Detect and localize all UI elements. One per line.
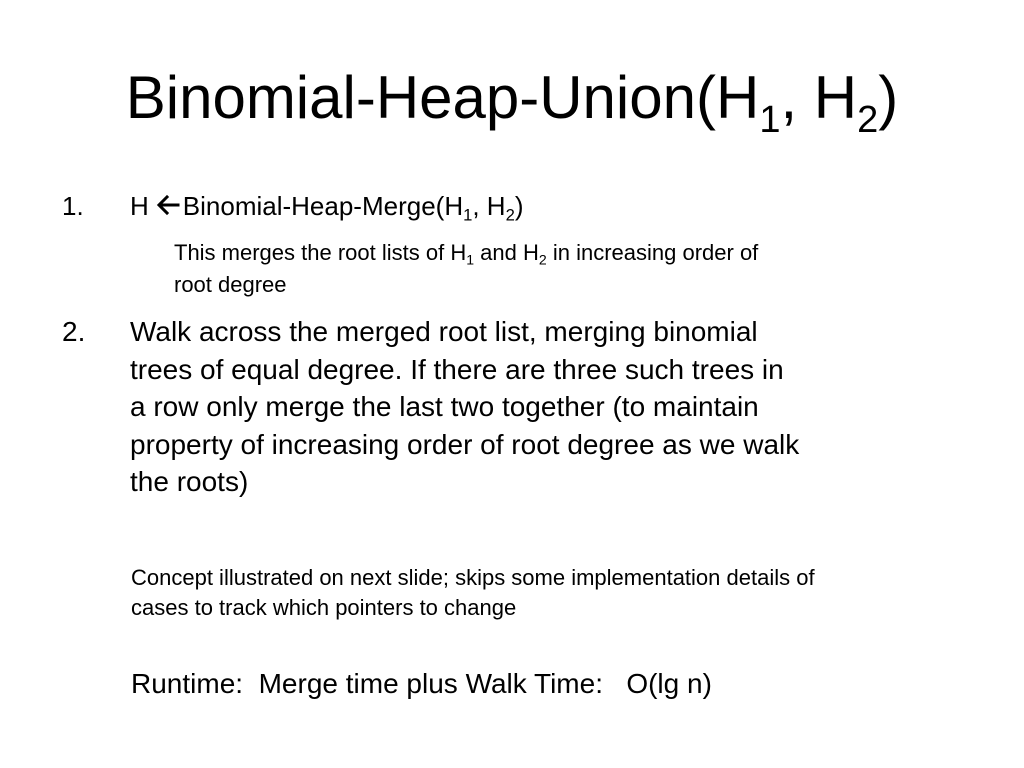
note1-subscript-1: 1 (466, 251, 475, 268)
note1-part2: and H (474, 240, 539, 265)
item1-note-line-1 (174, 237, 758, 269)
title-subscript-2: 2 (857, 99, 879, 141)
title-text: Binomial-Heap-Union(H (125, 64, 760, 131)
list-number-2: 2. (62, 316, 86, 347)
list-item-1 (62, 190, 524, 225)
item1-subscript-1: 1 (463, 205, 473, 225)
note1-subscript-2: 2 (538, 251, 547, 268)
concept-note-line: Concept illustrated on next slide; skips some implementation details of (131, 565, 815, 590)
item2-line: the roots) (130, 466, 249, 497)
item1-note (174, 237, 758, 301)
concept-note (131, 563, 815, 623)
item2-line: a row only merge the last two together (to maintain (130, 391, 759, 422)
item1-text: Binomial-Heap-Merge(H (182, 191, 464, 221)
list-number-1: 1. (62, 191, 84, 221)
title-close: ) (878, 64, 899, 131)
item2-line: trees of equal degree. If there are three such trees in (130, 353, 784, 385)
item1-note-line-2: root degree (174, 272, 287, 297)
item2-line: property of increasing order of root degree as we walk (130, 428, 800, 460)
slide-title (0, 62, 1024, 141)
note1-part1: This merges the root lists of H (174, 240, 467, 265)
item2-line: Walk across the merged root list, merging binomial (130, 316, 758, 347)
runtime-text: Runtime: Merge time plus Walk Time: O(lg n) (131, 668, 712, 699)
title-subscript-1: 1 (759, 99, 781, 141)
item1-lead: H (130, 191, 149, 221)
item2-text (130, 313, 970, 501)
note1-part3: in increasing order of (546, 240, 759, 265)
concept-note-line: cases to track which pointers to change (131, 595, 517, 620)
item1-close: ) (514, 191, 524, 221)
title-separator: , H (780, 64, 858, 131)
item1-separator: , H (472, 191, 506, 221)
item1-subscript-2: 2 (505, 205, 515, 225)
list-item-2 (62, 313, 970, 501)
left-arrow-icon (155, 192, 181, 218)
